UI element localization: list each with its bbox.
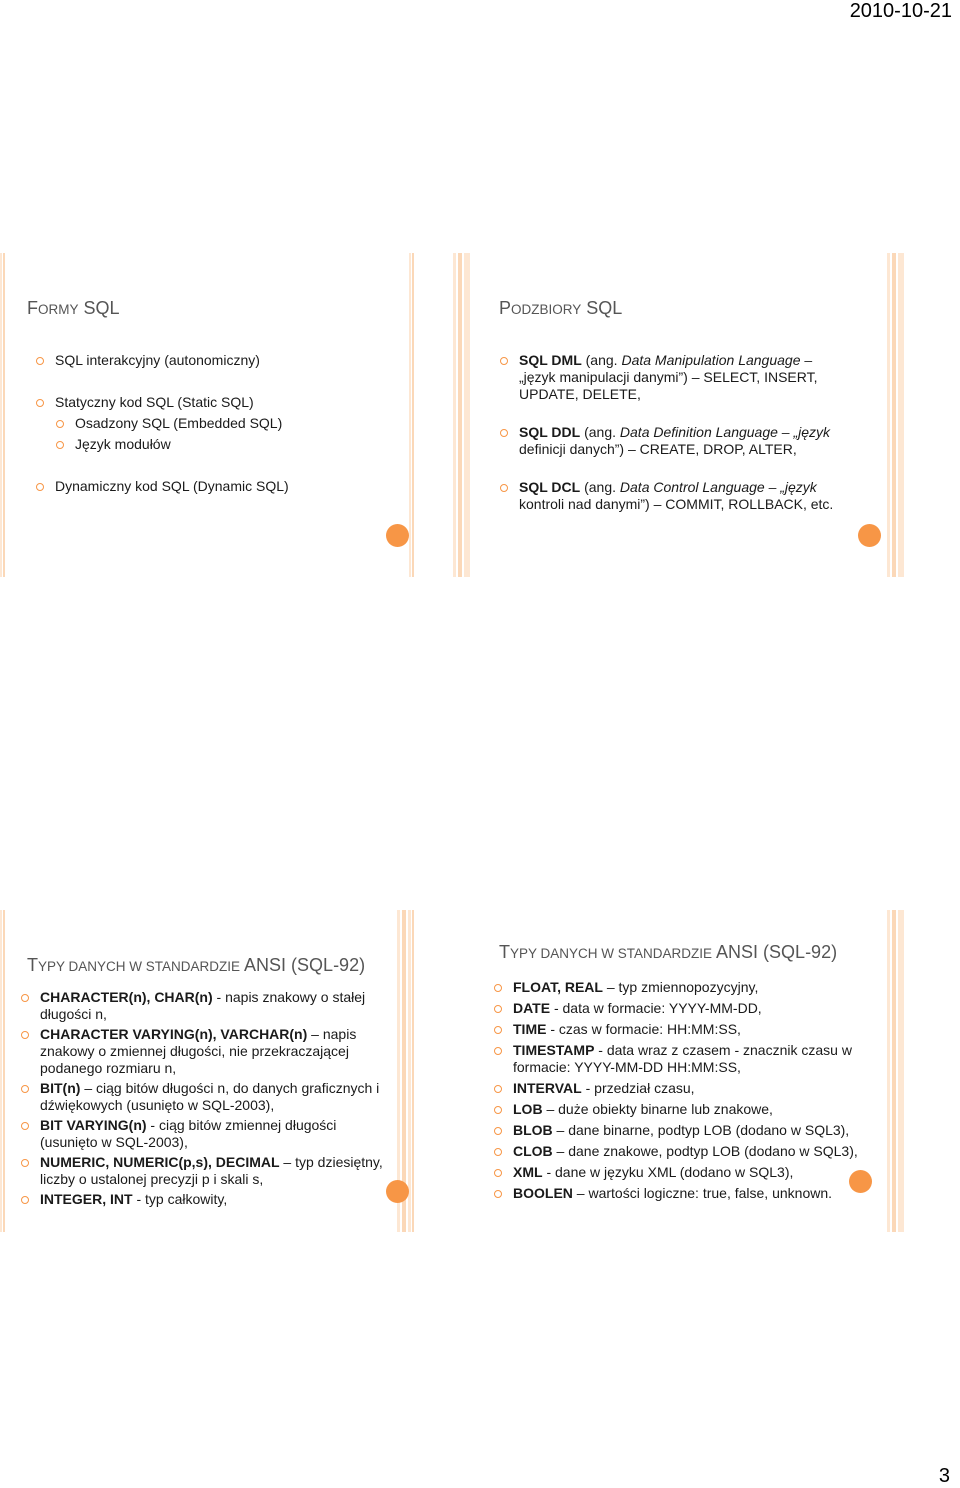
- bullet-list: [35, 352, 415, 495]
- slide-right-stripe: [453, 253, 470, 577]
- list-item: TIMESTAMP - data wraz z czasem - znacznik czasu w formacie: YYYY-MM-DD HH:MM:SS,: [493, 1042, 858, 1076]
- list-item: INTERVAL - przedział czasu,: [493, 1080, 858, 1097]
- list-item: Statyczny kod SQL (Static SQL) Osadzony SQL (Embedded SQL) Język modułów: [35, 394, 415, 453]
- slide-title: TYPY DANYCH W STANDARDZIE ANSI (SQL-92): [27, 955, 366, 975]
- slide-typy-danych-2: [473, 910, 903, 1232]
- list-item: TIME - czas w formacie: HH:MM:SS,: [493, 1021, 858, 1038]
- slide-left-stripe: [0, 253, 5, 577]
- list-item: SQL DDL (ang. Data Definition Language – „język definicji danych”) – CREATE, DROP, ALTER,: [499, 424, 839, 458]
- list-item: SQL interakcyjny (autonomiczny): [35, 352, 415, 369]
- page-date: 2010-10-21: [849, 0, 952, 22]
- list-item: SQL DCL (ang. Data Control Language – „język kontroli nad danymi”) – COMMIT, ROLLBACK, etc.: [499, 479, 839, 513]
- list-item: SQL DML (ang. Data Manipulation Language – „język manipulacji danymi”) – SELECT, INSERT, UPDATE, DELETE,: [499, 352, 839, 403]
- list-item: FLOAT, REAL – typ zmiennopozycyjny,: [493, 979, 858, 996]
- sub-list: [55, 415, 415, 453]
- list-item: Osadzony SQL (Embedded SQL): [55, 415, 415, 432]
- list-item: BLOB – dane binarne, podtyp LOB (dodano w SQL3),: [493, 1122, 858, 1139]
- list-item: BIT VARYING(n) - ciąg bitów zmiennej długości (usunięto w SQL-2003),: [20, 1117, 395, 1151]
- slide-corner-dot: [858, 524, 881, 547]
- page-number: 3: [938, 1465, 950, 1487]
- slide-formy-sql: [0, 253, 470, 577]
- slide-title: PODZBIORY SQL: [499, 298, 623, 318]
- slide-corner-dot: [386, 524, 409, 547]
- list-item: CHARACTER VARYING(n), VARCHAR(n) – napis znakowy o zmiennej długości, nie przekraczającej podanego rozmiaru n,: [20, 1026, 395, 1077]
- slide-title: FORMY SQL: [27, 298, 120, 318]
- slide-typy-danych-1: [0, 910, 470, 1232]
- bullet-list: [499, 352, 839, 513]
- list-item: Dynamiczny kod SQL (Dynamic SQL): [35, 478, 415, 495]
- list-item: LOB – duże obiekty binarne lub znakowe,: [493, 1101, 858, 1118]
- slide-left-stripe: [0, 910, 5, 1232]
- list-item: NUMERIC, NUMERIC(p,s), DECIMAL – typ dziesiętny, liczby o ustalonej precyzji p i skali s,: [20, 1154, 395, 1188]
- slide-right-stripe: [887, 910, 904, 1232]
- slide-podzbiory-sql: [473, 253, 903, 577]
- list-item: CHARACTER(n), CHAR(n) - napis znakowy o stałej długości n,: [20, 989, 395, 1023]
- list-item: XML - dane w języku XML (dodano w SQL3),: [493, 1164, 858, 1181]
- slide-left-stripe: [409, 910, 414, 1232]
- list-item: INTEGER, INT - typ całkowity,: [20, 1191, 395, 1208]
- bullet-list: [20, 989, 395, 1208]
- bullet-list: [493, 979, 858, 1202]
- list-item: Język modułów: [55, 436, 415, 453]
- list-item: BOOLEN – wartości logiczne: true, false, unknown.: [493, 1185, 858, 1202]
- list-item: CLOB – dane znakowe, podtyp LOB (dodano w SQL3),: [493, 1143, 858, 1160]
- list-item: DATE - data w formacie: YYYY-MM-DD,: [493, 1000, 858, 1017]
- slide-left-stripe: [409, 253, 414, 577]
- slide-title: TYPY DANYCH W STANDARDZIE ANSI (SQL-92): [499, 942, 838, 962]
- list-item: BIT(n) – ciąg bitów długości n, do danych graficznych i dźwiękowych (usunięto w SQL-2003),: [20, 1080, 395, 1114]
- slide-right-stripe: [887, 253, 904, 577]
